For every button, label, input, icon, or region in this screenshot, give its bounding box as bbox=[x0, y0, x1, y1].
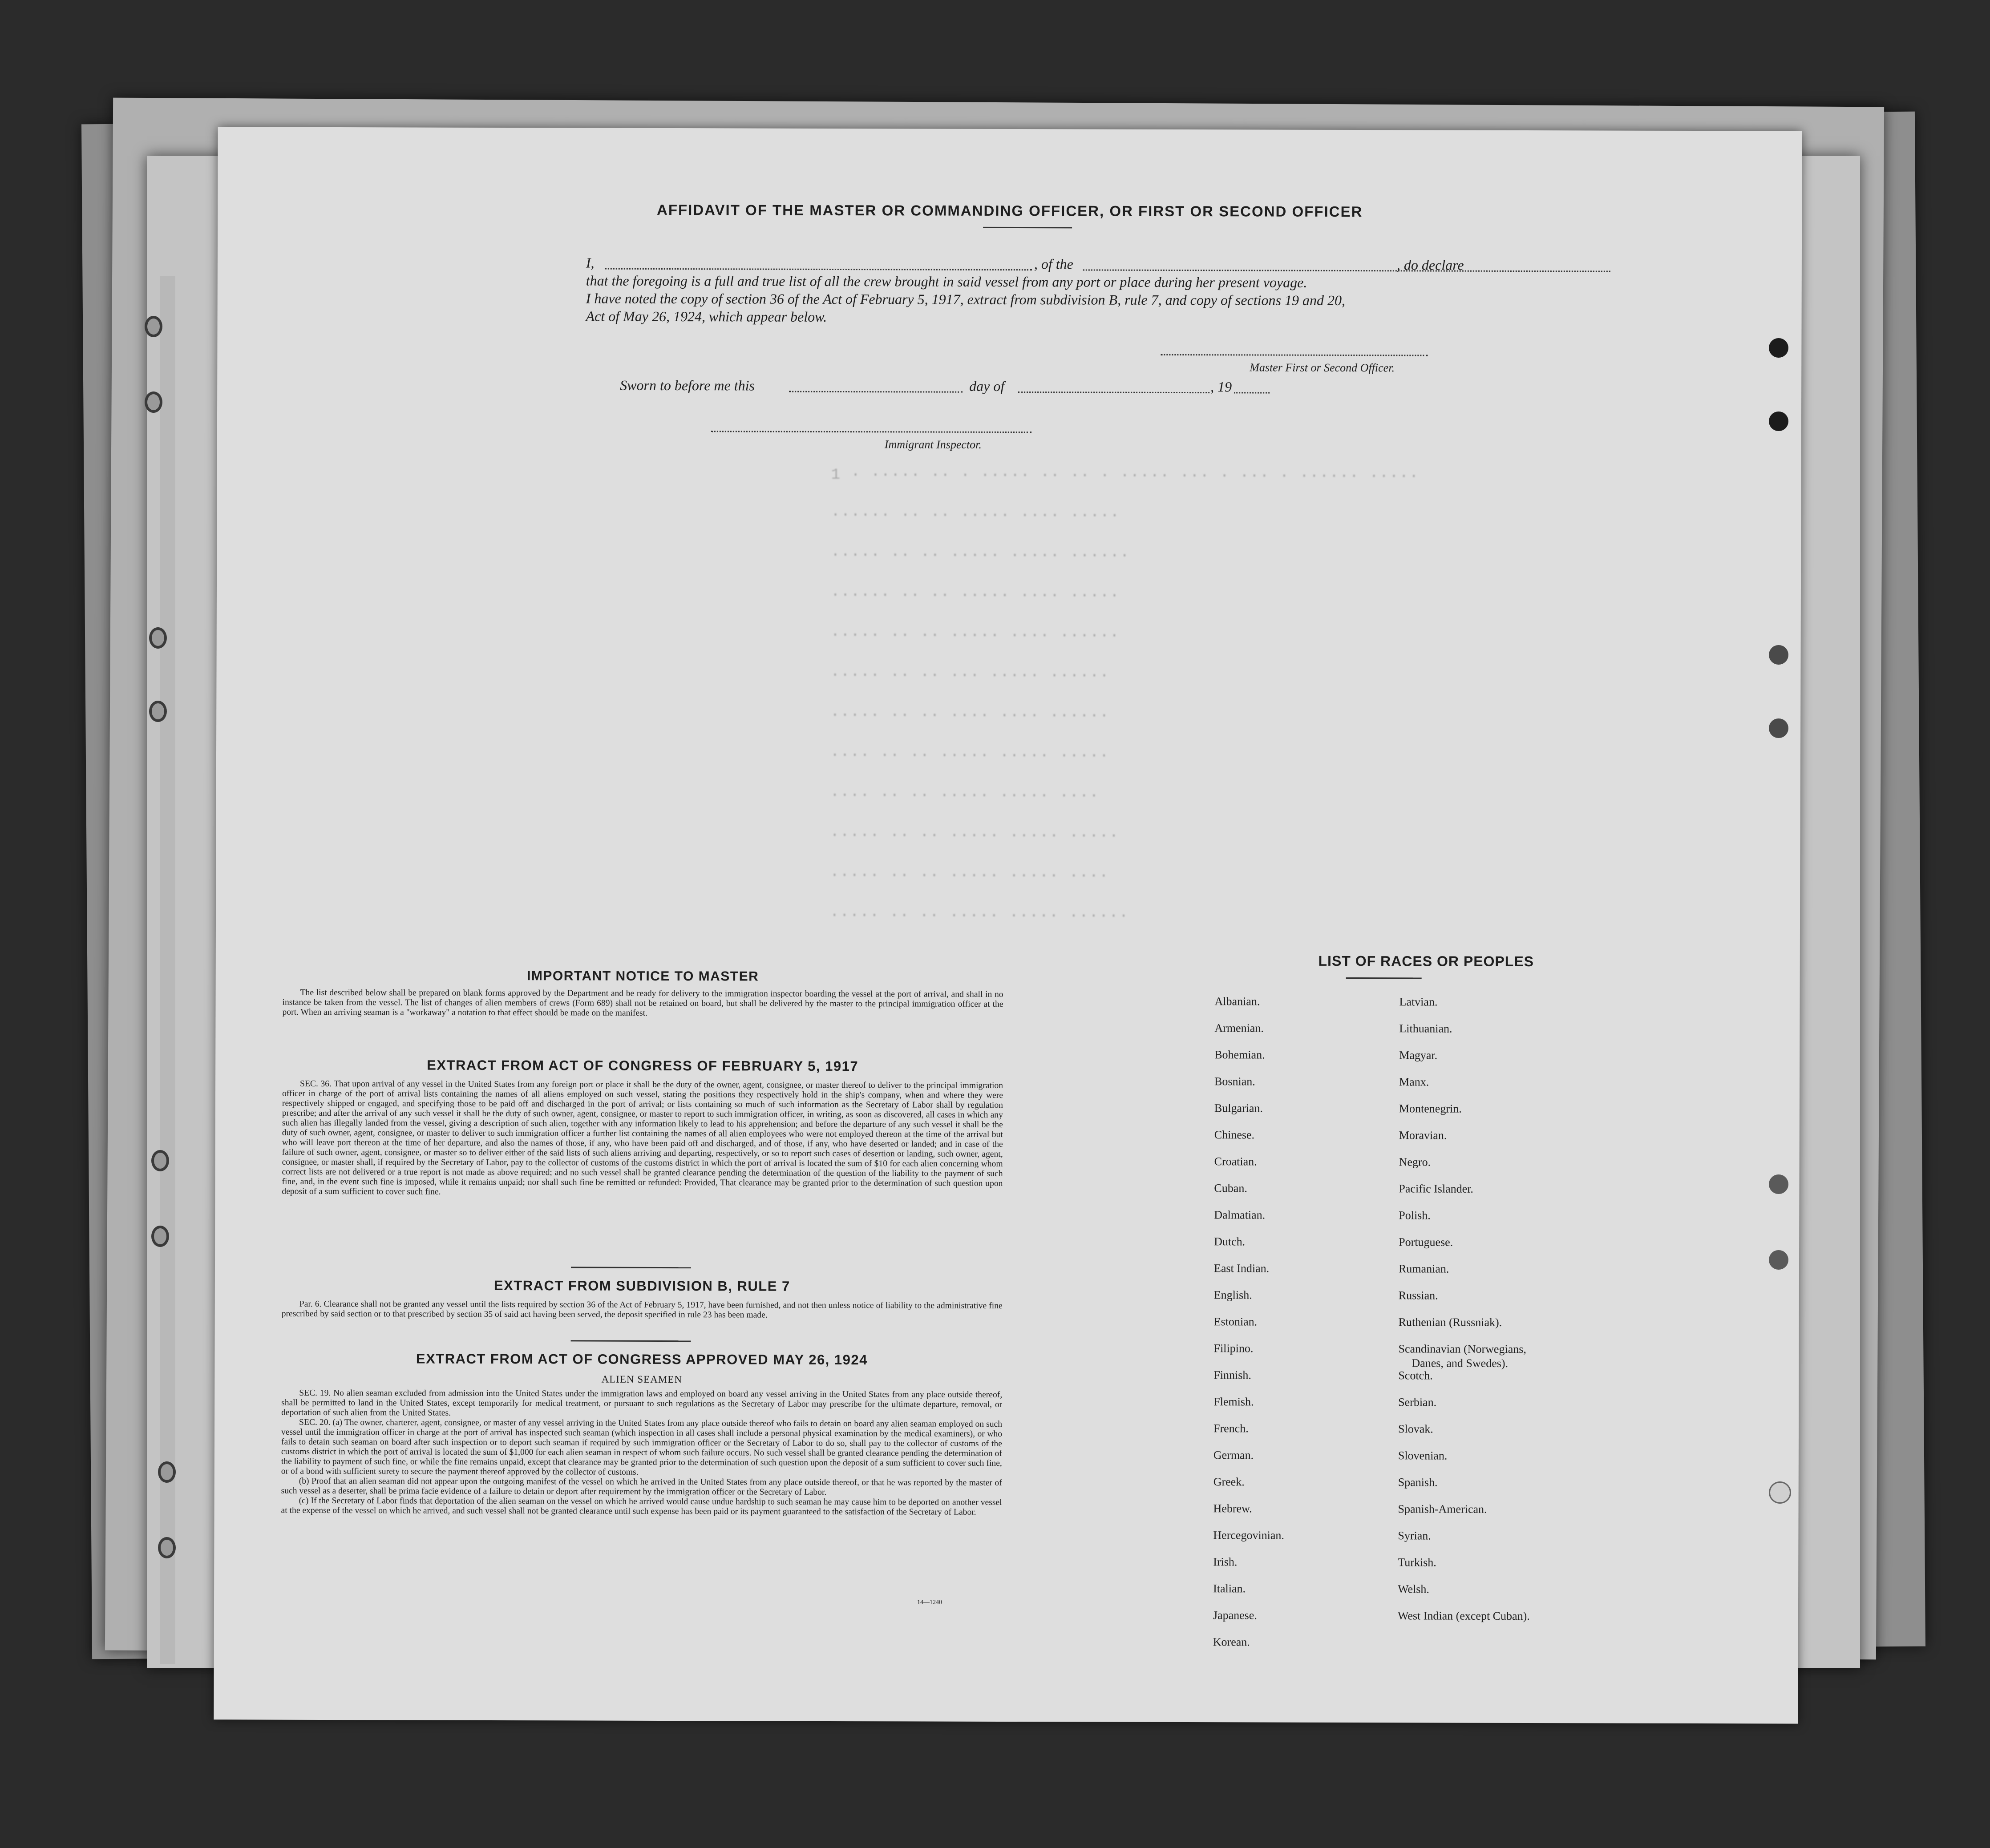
manifest-page: 1 · ····· ·· · ····· ·· ·· · ····· ··· · ··· · ······ ····· ······ ·· ·· ····· ···· ····· ····· ·· ·· ····· ····· ······ ······ ·· ·· ····· ···· ····· ····· ·· ·· ····· ···· ······ ····· ·· ·· ··· ····· ······ ····· ·· ·· ···· ···· ······ ···· ·· ·· ····· ····· ····· ···· ·· ·· ····· ····· ···· ····· ·· ·· ····· ····· ····· ····· ·· ·· ····· ····· ···· ····· ·· ·· ····· ····· ······ AFFIDAVIT OF THE MASTER OR COMMANDING OFFICER, OR FIRST OR SECOND OFFICER I, , of the , do declare that the foregoing is a full and true list of all the crew brought in said vessel from any port or place during her present voyage. I have noted the copy of section 36 of the Act of February 5, 1917, extract from subdivision B, rule 7, and copy of sections 19 and 20, Act of May 26, 1924, which appear below. Master First or Second Officer. Sworn to before me this day of , 19 Immigrant Inspector. IMPORTANT NOTICE TO MASTER The list described below shall be prepared on blank forms approved by the Department and be ready for delivery to the immigration inspector boarding the vessel at the port of arrival, and shall in no instance be taken from the vessel. The list of changes of alien members of crews (Form 689) shall not be retained on board, but shall be delivered by the master to the principal immigration officer at the port. When an arriving seaman is a "workaway" a notation to that effect should be made on the manifest. EXTRACT FROM ACT OF CONGRESS OF FEBRUARY 5, 1917 SEC. 36. That upon arrival of any vessel in the United States from any foreign port or place it shall be the duty of the owner, agent, consignee, or master thereof to deliver to the principal immigration officer in charge of the port of arrival lists containing the names of all aliens employed on such vessel, stating the positions they respectively hold in the ship's company, when and where they were respectively shipped or engaged, and specifying those to be paid off and discharged in the port of arrival; or lists containing so much of such information as the Secretary of Labor shall by regulation prescribe; and after the arrival of any such vessel it shall be the duty of such owner, agent, consignee, or master to report to such immigration officer, in writing, as soon as discovered, all cases in which any such alien has illegally landed from the vessel, giving a description of such alien, together with any information likely to lead to his apprehension; and before the departure of any such vessel it shall be the duty of such owner, agent, consignee, or master to deliver to such immigration officer a further list containing the names of all alien employees who were not employed thereon at the time of the arrival but who will leave port thereon at the time of her departure, and also the names of those, if any, who have been paid off and discharged, and of those, if any, who have deserted or landed; and in case of the failure of such owner, agent, consignee, or master so to deliver either of the said lists of such aliens arriving and departing, respectively, or so to report such cases of desertion or landing, such owner, agent, consignee, or master shall, if required by the Secretary of Labor, pay to the collector of customs of the customs district in which the port of arrival is located the sum of $10 for each alien concerning whom correct lists are not delivered or a true report is not made as above required; and no such vessel shall be granted clearance pending the determination of the question of the liability to the payment of such fine, and, in the event such fine is imposed, while it remains unpaid; nor shall such fine be remitted or refunded: Provided, That clearance may be granted prior to the determination of such question upon deposit of a sum sufficient to cover such fine. EXTRACT FROM SUBDIVISION B, RULE 7 Par. 6. Clearance shall not be granted any vessel until the lists required by section 36 of the Act of February 5, 1917, have been furnished, and not then unless notice of liability to the administrative fine prescribed by said section or to that prescribed by section 35 of said act having been served, the deposit specified in rule 23 has been made. EXTRACT FROM ACT OF CONGRESS APPROVED MAY 26, 1924 ALIEN SEAMEN SEC. 19. No alien seaman excluded from admission into the United States under the immigration laws and employed on board any vessel arriving in the United States from any place outside thereof, shall be permitted to land in the United States, except temporarily for medical treatment, or pursuant to such regulations as the Secretary of Labor may prescribe for the ultimate departure, removal, or deportation of such alien from the United States. SEC. 20. (a) The owner, charterer, agent, consignee, or master of any vessel arriving in the United States from any place outside thereof who fails to detain on board any alien seaman employed on such vessel until the immigration officer in charge at the port of arrival has inspected such seaman (which inspection in all cases shall include a personal physical examination by the medical examiners), or who fails to detain such seaman on board after such inspection or to deport such seaman if required by such immigration officer or the Secretary of Labor to do so, shall pay to the collector of customs of the customs district in which the port of arrival is located the sum of $1,000 for each alien seaman in respect of whom such failure occurs. No such vessel shall be granted clearance pending the determination of the liability to payment of such fine, or while the fine remains unpaid, except that clearance may be granted prior to the determination of such question upon the deposit of a sum sufficient to cover such fine, or of a bond with sufficient surety to secure the payment thereof approved by the collector of customs. (b) Proof that an alien seaman did not appear upon the outgoing manifest of the vessel on which he arrived in the United States from any place outside thereof, or that he was reported by the master of such vessel as a deserter, shall be prima facie evidence of a failure to detain or deport after requirement by the immigration officer or the Secretary of Labor. (c) If the Secretary of Labor finds that deportation of the alien seaman on the vessel on which he arrived would cause undue hardship to such seaman he may cause him to be deported on another vessel at the expense of the vessel on which he arrived, and such vessel shall not be granted clearance until such expense has been paid or its payment guaranteed to the satisfaction of the Secretary of Labor. 14—1240 LIST OF RACES OR PEOPLES Albanian. Armenian. Bohemian. Bosnian. Bulgarian. Chinese. Croatian. Cuban. Dalmatian. Dutch. East Indian. English. Estonian. Filipino. Finnish. Flemish. French. German. Greek. Hebrew. Hercegovinian. Irish. Italian. Japanese. Korean. Latvian. Lithuanian. Magyar. Manx. Montenegrin. Moravian. Negro. Pacific Islander. Polish. Portuguese. Rumanian. Russian. Ruthenian (Russniak). Scandinavian (Norwegians, Danes, and Swedes). Scotch. Serbian. Slovak. Slovenian. Spanish. Spanish-American. Syrian. Turkish. Welsh. West Indian (except Cuban). bbox=[214, 127, 1802, 1723]
affidavit-declare: , do declare bbox=[1396, 257, 1464, 273]
race-item: Serbian. bbox=[1398, 1396, 1437, 1409]
name-blank[interactable] bbox=[605, 268, 1032, 271]
affidavit-line-2: that the foregoing is a full and true list of all the crew brought in said vessel from any port or place during her present voyage. bbox=[586, 272, 1307, 291]
affidavit-line-4: Act of May 26, 1924, which appear below. bbox=[586, 308, 827, 325]
race-item: Bohemian. bbox=[1214, 1048, 1265, 1061]
race-item: Welsh. bbox=[1398, 1582, 1429, 1596]
extract-1917-title: EXTRACT FROM ACT OF CONGRESS OF FEBRUARY 5, 1917 bbox=[427, 1057, 859, 1074]
divider bbox=[1346, 977, 1422, 979]
section-20b: (b) Proof that an alien seaman did not appear upon the outgoing manifest of the vessel on which he arrived in the United States from any place outside thereof, or that he was reported by the master of such vessel as a deserter, shall be prima facie evidence of a failure to detain or deport after requirement by the immigration officer or the Secretary of Labor. bbox=[281, 1476, 1002, 1497]
binder-ring bbox=[149, 627, 167, 649]
binder-strip bbox=[160, 276, 175, 1664]
race-item: Moravian. bbox=[1399, 1129, 1447, 1142]
race-item: Spanish. bbox=[1398, 1476, 1438, 1489]
punch-hole bbox=[1769, 1481, 1791, 1504]
inspector-signature-line[interactable] bbox=[711, 431, 1031, 433]
race-item: Bosnian. bbox=[1214, 1075, 1255, 1088]
race-item: Japanese. bbox=[1213, 1609, 1257, 1622]
race-item: Magyar. bbox=[1399, 1049, 1438, 1062]
race-item: Flemish. bbox=[1213, 1395, 1254, 1408]
race-item: Manx. bbox=[1399, 1075, 1429, 1089]
race-item: Danes, and Swedes). bbox=[1412, 1356, 1509, 1370]
race-item: Negro. bbox=[1399, 1155, 1431, 1169]
race-item: Montenegrin. bbox=[1399, 1102, 1462, 1115]
extract-1924-title: EXTRACT FROM ACT OF CONGRESS APPROVED MAY 26, 1924 bbox=[416, 1351, 868, 1368]
punch-hole bbox=[1769, 412, 1788, 431]
affidavit-i: I, bbox=[586, 254, 595, 271]
race-item: Ruthenian (Russniak). bbox=[1398, 1315, 1502, 1329]
race-item: Pacific Islander. bbox=[1399, 1182, 1473, 1195]
sworn-month-blank[interactable] bbox=[1018, 391, 1209, 393]
race-item: Finnish. bbox=[1213, 1368, 1251, 1382]
race-item: German. bbox=[1213, 1449, 1254, 1462]
extract-rule7-body: Par. 6. Clearance shall not be granted any vessel until the lists required by section 36 of the Act of February 5, 1917, have been furnished, and not then unless notice of liability to the administrative fine prescribed by said section or to that prescribed by section 35 of said act having been served, the deposit specified in rule 23 has been made. bbox=[281, 1299, 1003, 1320]
race-item: Syrian. bbox=[1398, 1529, 1431, 1542]
race-item: Portuguese. bbox=[1399, 1235, 1453, 1249]
race-item: Lithuanian. bbox=[1399, 1022, 1452, 1035]
sworn-year-blank[interactable] bbox=[1234, 392, 1270, 393]
affidavit-of-the: , of the bbox=[1034, 256, 1073, 272]
binder-ring bbox=[145, 391, 162, 413]
race-item: Albanian. bbox=[1214, 995, 1260, 1008]
divider bbox=[571, 1340, 691, 1342]
race-item: Rumanian. bbox=[1398, 1262, 1449, 1275]
punch-hole bbox=[1769, 1174, 1788, 1194]
extract-rule7-title: EXTRACT FROM SUBDIVISION B, RULE 7 bbox=[493, 1277, 790, 1294]
extract-1917-body: SEC. 36. That upon arrival of any vessel in the United States from any foreign port or place it shall be the duty of the owner, agent, consignee, or master thereof to deliver to the principal immigration officer in charge of the port of arrival lists containing the names of all aliens employed on such vessel, stating the positions they respectively hold in the ship's company, when and where they were respectively shipped or engaged, and specifying those to be paid off and discharged in the port of arrival; or lists containing so much of such information as the Secretary of Labor shall by regulation prescribe; and after the arrival of any such vessel it shall be the duty of such owner, agent, consignee, or master to report to such immigration officer, in writing, as soon as discovered, all cases in which any such alien has illegally landed from the vessel, giving a description of such alien, together with any information likely to lead to his apprehension; and before the departure of any such vessel it shall be the duty of such owner, agent, consignee, or master to deliver to such immigration officer a further list containing the names of all alien employees who were not employed thereon at the time of the arrival but who will leave port thereon at the time of her departure, and also the names of those, if any, who have been paid off and discharged, and of those, if any, who have deserted or landed; and in case of the failure of such owner, agent, consignee, or master so to deliver either of the said lists of such aliens arriving and departing, respectively, or so to report such cases of desertion or landing, such owner, agent, consignee, or master shall, if required by the Secretary of Labor, pay to the collector of customs of the customs district in which the port of arrival is located the sum of $10 for each alien concerning whom correct lists are not delivered or a true report is not made as above required; and no such vessel shall be granted clearance pending the determination of the question of the liability to the payment of such fine, and, in the event such fine is imposed, while it remains unpaid; nor shall such fine be remitted or refunded: Provided, That clearance may be granted prior to the determination of such question upon deposit of a sum sufficient to cover such fine. bbox=[282, 1079, 1003, 1197]
section-20c: (c) If the Secretary of Labor finds that deportation of the alien seaman on the vessel on which he arrived would cause undue hardship to such seaman he may cause him to be deported on another vessel at the expense of the vessel on which he arrived, and such vessel shall not be granted clearance until such expense has been paid or its payment guaranteed to the satisfaction of the Secretary of Labor. bbox=[281, 1496, 1002, 1517]
punch-hole bbox=[1769, 718, 1788, 738]
sworn-text: Sworn to before me this bbox=[620, 377, 755, 394]
race-item: Turkish. bbox=[1398, 1556, 1436, 1569]
section-19: SEC. 19. No alien seaman excluded from admission into the United States under the immigration laws and employed on board any vessel arriving in the United States from any place outside thereof, shall be permitted to land in the United States, except temporarily for medical treatment, or pursuant to such regulations as the Secretary of Labor may prescribe for the ultimate departure, removal, or deportation of such alien from the United States. bbox=[281, 1388, 1003, 1418]
race-item: Korean. bbox=[1213, 1635, 1250, 1649]
race-item: French. bbox=[1213, 1422, 1249, 1435]
affidavit-title: AFFIDAVIT OF THE MASTER OR COMMANDING OFFICER, OR FIRST OR SECOND OFFICER bbox=[656, 201, 1363, 220]
master-caption: Master First or Second Officer. bbox=[1250, 361, 1395, 375]
race-item: Polish. bbox=[1399, 1209, 1431, 1222]
sworn-day-blank[interactable] bbox=[789, 391, 963, 393]
binder-ring bbox=[145, 316, 162, 337]
race-item: Cuban. bbox=[1214, 1182, 1247, 1195]
race-item: Slovak. bbox=[1398, 1422, 1433, 1436]
race-item: Scotch. bbox=[1398, 1369, 1433, 1382]
race-item: Estonian. bbox=[1213, 1315, 1258, 1328]
year-prefix: , 19 bbox=[1210, 379, 1232, 395]
race-item: Italian. bbox=[1213, 1582, 1246, 1595]
race-item: West Indian (except Cuban). bbox=[1397, 1609, 1530, 1623]
punch-hole bbox=[1769, 338, 1788, 358]
races-title: LIST OF RACES OR PEOPLES bbox=[1318, 952, 1534, 970]
section-20a: SEC. 20. (a) The owner, charterer, agent, consignee, or master of any vessel arriving in the United States from any place outside thereof who fails to detain on board any alien seaman employed on such vessel until the immigration officer in charge at the port of arrival has inspected such seaman (which inspection in all cases shall include a personal physical examination by the medical examiners), or who fails to detain such seaman on board after such inspection or to deport such seaman if required by such immigration officer or the Secretary of Labor to do so, shall pay to the collector of customs of the customs district in which the port of arrival is located the sum of $1,000 for each alien seaman in respect of whom such failure occurs. No such vessel shall be granted clearance pending the determination of the liability to payment of such fine, or while the fine remains unpaid, except that clearance may be granted prior to the determination of such question upon the deposit of a sum sufficient to cover such fine, or of a bond with sufficient surety to secure the payment thereof approved by the collector of customs. bbox=[281, 1417, 1003, 1477]
binder-ring bbox=[151, 1150, 169, 1171]
form-number: 14—1240 bbox=[917, 1599, 942, 1606]
race-item: East Indian. bbox=[1213, 1262, 1270, 1275]
binder-ring bbox=[158, 1461, 176, 1483]
binder-ring bbox=[151, 1226, 169, 1247]
race-item: Slovenian. bbox=[1398, 1449, 1448, 1462]
race-item: Russian. bbox=[1398, 1289, 1438, 1302]
punch-hole bbox=[1769, 645, 1788, 665]
race-item: Armenian. bbox=[1214, 1021, 1264, 1035]
race-item: Spanish-American. bbox=[1398, 1502, 1487, 1516]
race-item: Dutch. bbox=[1214, 1235, 1246, 1248]
race-item: Croatian. bbox=[1214, 1155, 1257, 1168]
race-item: Chinese. bbox=[1214, 1128, 1255, 1142]
race-item: Greek. bbox=[1213, 1475, 1245, 1489]
extract-1924-body bbox=[281, 1388, 1003, 1517]
race-item: Hercegovinian. bbox=[1213, 1529, 1284, 1542]
alien-seamen-subtitle: ALIEN SEAMEN bbox=[601, 1373, 682, 1385]
race-item: Scandinavian (Norwegians, bbox=[1398, 1342, 1526, 1356]
punch-hole bbox=[1769, 1250, 1788, 1270]
race-item: Bulgarian. bbox=[1214, 1102, 1263, 1115]
divider bbox=[983, 227, 1072, 229]
master-signature-line[interactable] bbox=[1161, 354, 1428, 356]
vessel-blank[interactable] bbox=[1083, 269, 1610, 272]
affidavit-line-3: I have noted the copy of section 36 of the Act of February 5, 1917, extract from subdivision B, rule 7, and copy of sections 19 and 20, bbox=[586, 290, 1346, 308]
race-item: Dalmatian. bbox=[1214, 1208, 1266, 1222]
inspector-caption: Immigrant Inspector. bbox=[884, 438, 982, 451]
day-of-text: day of bbox=[969, 378, 1005, 394]
race-item: Latvian. bbox=[1399, 995, 1438, 1009]
notice-title: IMPORTANT NOTICE TO MASTER bbox=[527, 968, 759, 984]
notice-body: The list described below shall be prepared on blank forms approved by the Department and be ready for delivery to the immigration inspector boarding the vessel at the port of arrival, and shall in no instance be taken from the vessel. The list of changes of alien members of crews (Form 689) shall not be retained on board, but shall be delivered by the master to the principal immigration officer at the port. When an arriving seaman is a "workaway" a notation to that effect should be made on the manifest. bbox=[282, 988, 1003, 1018]
binder-ring bbox=[158, 1537, 176, 1558]
divider bbox=[571, 1267, 691, 1268]
binder-ring bbox=[149, 701, 167, 722]
race-item: Hebrew. bbox=[1213, 1502, 1252, 1515]
race-item: Filipino. bbox=[1213, 1342, 1254, 1355]
race-item: English. bbox=[1213, 1288, 1252, 1302]
race-item: Irish. bbox=[1213, 1555, 1238, 1569]
